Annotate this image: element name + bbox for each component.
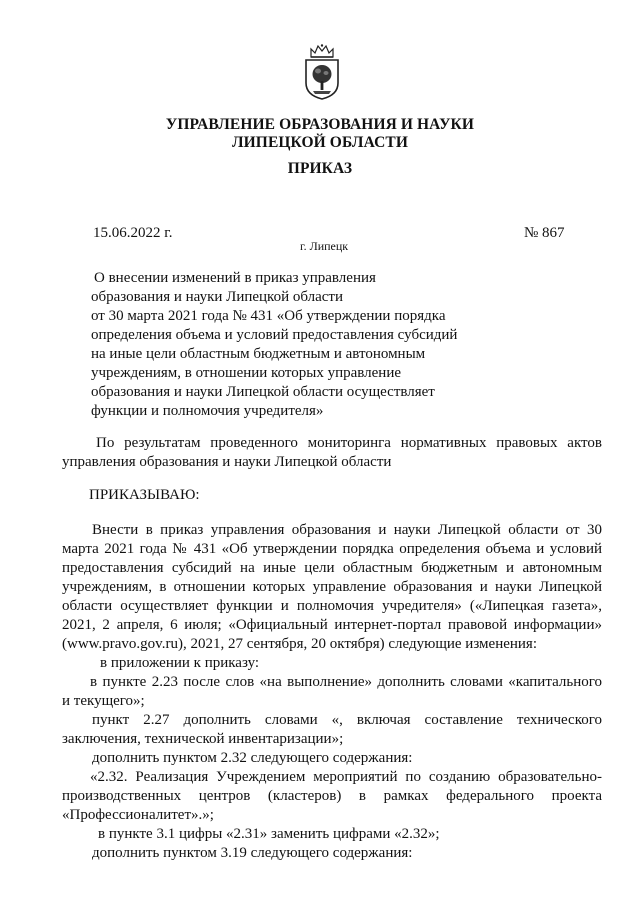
body-line: Внести в приказ управления образования и науки Липецкой области от 30 xyxy=(92,522,602,538)
order-word xyxy=(62,486,602,505)
basis-paragraph xyxy=(62,434,602,472)
body-line: «2.32. Реализация Учреждением мероприятий по созданию образовательно- xyxy=(90,769,602,785)
body-line: учреждениям, в отношении которых управление образования и науки Липецкой xyxy=(62,579,602,595)
order-subject xyxy=(91,269,531,421)
body-line: дополнить пунктом 2.32 следующего содержания: xyxy=(92,750,413,766)
basis-line: управления образования и науки Липецкой области xyxy=(62,454,392,470)
subject-line: от 30 марта 2021 года № 431 «Об утверждении порядка xyxy=(91,308,446,324)
subject-line: на иные цели областным бюджетным и автономным xyxy=(91,346,426,362)
body-line: марта 2021 года № 431 «Об утверждении порядка определения объема и условий xyxy=(62,541,602,557)
subject-line: определения объема и условий предоставления субсидий xyxy=(91,327,458,343)
body-line: (www.pravo.gov.ru), 2021, 27 сентября, 20 октября) следующие изменения: xyxy=(62,636,537,652)
order-word-text: ПРИКАЗЫВАЮ: xyxy=(89,487,200,503)
body-line: области осуществляет функции и полномочия учредителя» («Липецкая газета», xyxy=(62,598,602,614)
document-type: ПРИКАЗ xyxy=(287,160,353,177)
body-line: «Профессионалитет».»; xyxy=(62,807,214,823)
body-line: в пункте 2.23 после слов «на выполнение» дополнить словами «капитального xyxy=(90,674,602,690)
body-line: производственных центров (кластеров) в рамках федерального проекта xyxy=(62,788,602,804)
order-city: г. Липецк xyxy=(300,239,349,253)
body-line: заключения, технической инвентаризации»; xyxy=(62,731,344,747)
subject-line: образования и науки Липецкой области осуществляет xyxy=(91,384,435,400)
subject-line: функции и полномочия учредителя» xyxy=(91,403,324,419)
order-body xyxy=(62,521,602,863)
body-line: в приложении к приказу: xyxy=(100,655,260,671)
org-name-line-1: УПРАВЛЕНИЕ ОБРАЗОВАНИЯ И НАУКИ xyxy=(165,116,475,133)
subject-line: учреждениям, в отношении которых управление xyxy=(91,365,401,381)
basis-line: По результатам проведенного мониторинга нормативных правовых актов xyxy=(96,435,602,451)
body-line: пункт 2.27 дополнить словами «, включая составление технического xyxy=(92,712,602,728)
body-line: 2021, 2 апреля, 6 июля; «Официальный интернет-портал правовой информации» xyxy=(62,617,602,633)
subject-line: О внесении изменений в приказ управления xyxy=(94,270,376,286)
body-line: дополнить пунктом 3.19 следующего содержания: xyxy=(92,845,413,861)
order-number: № 867 xyxy=(524,225,565,241)
order-date: 15.06.2022 г. xyxy=(93,225,173,241)
subject-line: образования и науки Липецкой области xyxy=(91,289,343,305)
body-line: в пункте 3.1 цифры «2.31» заменить цифрами «2.32»; xyxy=(98,826,440,842)
body-line: предоставления субсидий на иные цели областным бюджетным и автономным xyxy=(62,560,602,576)
coat-of-arms-emblem xyxy=(303,43,341,101)
body-line: и текущего»; xyxy=(62,693,145,709)
org-name-line-2: ЛИПЕЦКОЙ ОБЛАСТИ xyxy=(232,134,408,151)
